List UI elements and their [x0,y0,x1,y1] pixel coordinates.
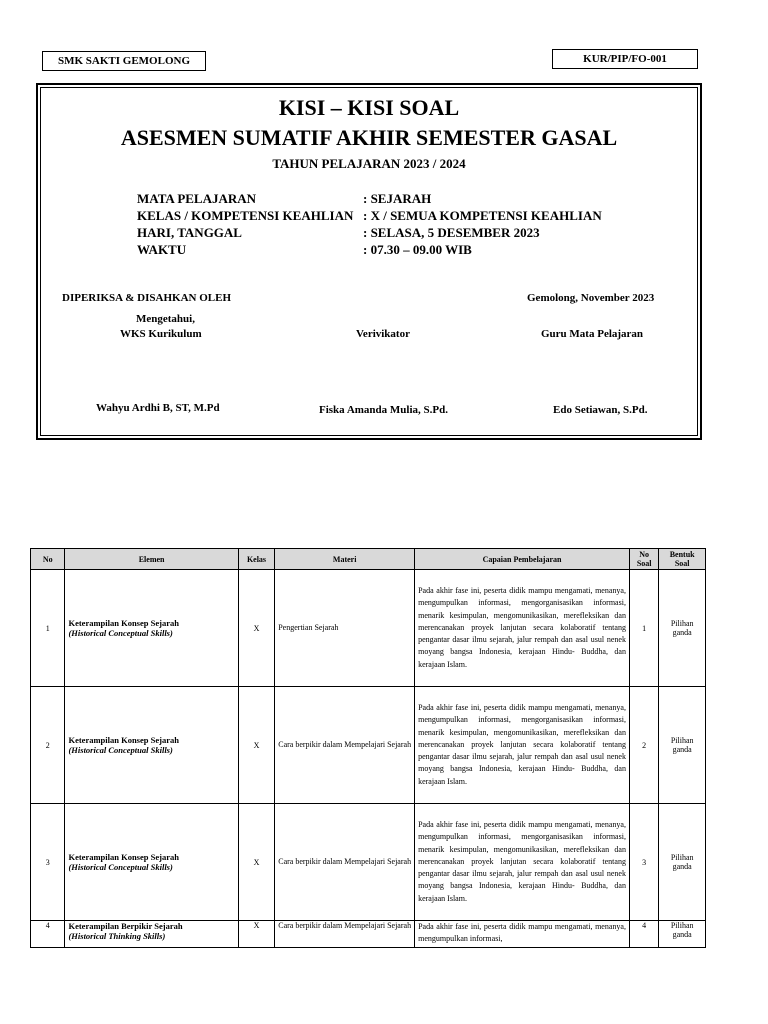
cell-capaian: Pada akhir fase ini, peserta didik mampu mengamati, menanya, mengumpulkan informasi, [415,921,630,948]
table-row [31,804,706,921]
cell-kelas: X [238,687,274,804]
known-by-label: Mengetahui, [136,313,195,325]
cell-elemen [65,687,238,804]
cell-elemen [65,921,238,948]
cell-kelas: X [238,570,274,687]
exam-title: ASESMEN SUMATIF AKHIR SEMESTER GASAL [120,125,618,150]
cell-elemen [65,804,238,921]
elemen-english: (Historical Conceptual Skills) [68,628,173,638]
info-key: MATA PELAJARAN [137,191,257,206]
kisi-kisi-table [30,548,706,948]
cover-inner-border [40,87,698,436]
cell-no-soal: 4 [629,921,658,948]
info-key: KELAS / KOMPETENSI KEAHLIAN [137,208,354,223]
header-capaian: Capaian Pembelajaran [415,549,630,570]
cell-bentuk-soal: Pilihan ganda [659,921,706,948]
place-date: Gemolong, November 2023 [527,292,655,304]
header-elemen: Elemen [65,549,238,570]
role-verifikator: Verivikator [356,328,410,340]
cell-capaian: Pada akhir fase ini, peserta didik mampu mengamati, menanya, mengumpulkan informasi, mengorganisasikan informasi, menarik kesimpulan, mengomunikasikan, merefleksikan dan merencanakan proyek lanjutan secara kolaboratif tentang pengantar dasar ilmu sejarah, jalur rempah dan asal usul nenek moyang bangsa Indonesia, kerajaan Hindu- Buddha, dan kerajaan Islam. [415,570,630,687]
cell-materi: Cara berpikir dalam Mempelajari Sejarah [275,687,415,804]
cell-bentuk-soal: Pilihan ganda [659,687,706,804]
cell-materi: Pengertian Sejarah [275,570,415,687]
table-row [31,921,706,948]
header-kelas: Kelas [238,549,274,570]
cell-bentuk-soal: Pilihan ganda [659,570,706,687]
role-wks-kurikulum: WKS Kurikulum [120,328,202,340]
elemen-english: (Historical Thinking Skills) [68,931,166,941]
elemen-english: (Historical Conceptual Skills) [68,862,173,872]
table-row [31,687,706,804]
cell-no-soal: 1 [629,570,658,687]
header-bentuk-soal: Bentuk Soal [659,549,706,570]
info-value: : X / SEMUA KOMPETENSI KEAHLIAN [363,208,602,223]
cell-no-soal: 2 [629,687,658,804]
cell-materi: Cara berpikir dalam Mempelajari Sejarah [275,804,415,921]
info-value: : SELASA, 5 DESEMBER 2023 [363,225,540,240]
form-code-box: KUR/PIP/FO-001 [552,49,698,69]
cell-no: 2 [31,687,65,804]
table-header-row [31,549,706,570]
info-value: : 07.30 – 09.00 WIB [363,242,472,257]
elemen-english: (Historical Conceptual Skills) [68,745,173,755]
elemen-name: Keterampilan Berpikir Sejarah [68,921,183,931]
cell-kelas: X [238,921,274,948]
cell-materi: Cara berpikir dalam Mempelajari Sejarah [275,921,415,948]
role-guru: Guru Mata Pelajaran [541,328,644,340]
name-guru: Edo Setiawan, S.Pd. [553,404,648,416]
cell-bentuk-soal: Pilihan ganda [659,804,706,921]
table-row [31,570,706,687]
elemen-name: Keterampilan Konsep Sejarah [68,852,179,862]
cell-no: 3 [31,804,65,921]
academic-year: TAHUN PELAJARAN 2023 / 2024 [272,156,466,171]
name-wks: Wahyu Ardhi B, ST, M.Pd [96,402,220,414]
school-name-box: SMK SAKTI GEMOLONG [42,51,206,71]
cell-kelas: X [238,804,274,921]
cell-no: 1 [31,570,65,687]
elemen-name: Keterampilan Konsep Sejarah [68,735,179,745]
exam-info [137,190,637,260]
cover-box [36,83,702,440]
info-value: : SEJARAH [363,191,432,206]
elemen-name: Keterampilan Konsep Sejarah [68,618,179,628]
cell-no-soal: 3 [629,804,658,921]
cell-no: 4 [31,921,65,948]
info-key: WAKTU [137,242,187,257]
name-verifikator: Fiska Amanda Mulia, S.Pd. [319,404,448,416]
checked-by-label: DIPERIKSA & DISAHKAN OLEH [62,292,232,304]
cell-elemen [65,570,238,687]
cell-capaian: Pada akhir fase ini, peserta didik mampu mengamati, menanya, mengumpulkan informasi, mengorganisasikan informasi, menarik kesimpulan, mengomunikasikan, merefleksikan dan merencanakan proyek lanjutan secara kolaboratif tentang pengantar dasar ilmu sejarah, jalur rempah dan asal usul nenek moyang bangsa Indonesia, kerajaan Hindu- Buddha, dan kerajaan Islam. [415,804,630,921]
header-materi: Materi [275,549,415,570]
cell-capaian: Pada akhir fase ini, peserta didik mampu mengamati, menanya, mengumpulkan informasi, mengorganisasikan informasi, menarik kesimpulan, mengomunikasikan, merefleksikan dan merencanakan proyek lanjutan secara kolaboratif tentang pengantar dasar ilmu sejarah, jalur rempah dan asal usul nenek moyang bangsa Indonesia, kerajaan Hindu- Buddha, dan kerajaan Islam. [415,687,630,804]
header-no-soal: No Soal [629,549,658,570]
info-key: HARI, TANGGAL [137,225,242,240]
header-no: No [31,549,65,570]
document-title: KISI – KISI SOAL [278,95,460,120]
